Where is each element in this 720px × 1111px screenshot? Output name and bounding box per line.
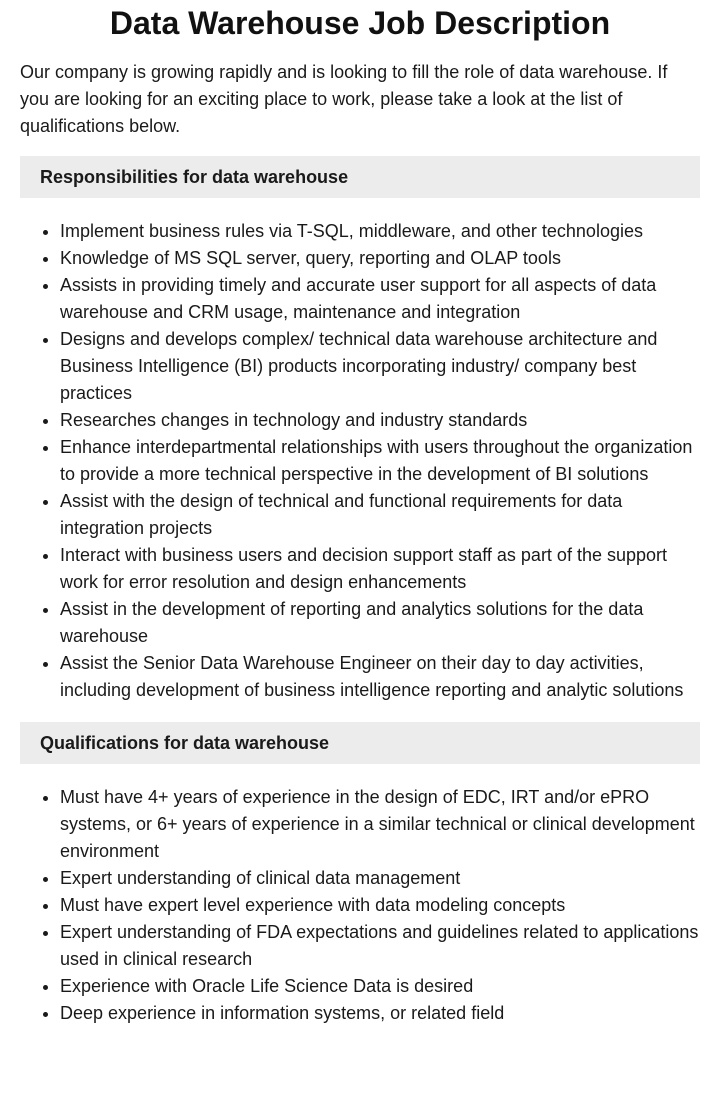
list-item: • Experience with Oracle Life Science Data is desired xyxy=(60,973,700,1000)
responsibilities-header xyxy=(20,156,700,198)
list-item: • Designs and develops complex/ technical data warehouse architecture and Business Intelligence (BI) products incorporating industry/ company best practices xyxy=(60,326,700,407)
list-item: • Expert understanding of clinical data management xyxy=(60,865,700,892)
list-item: • Implement business rules via T-SQL, middleware, and other technologies xyxy=(60,218,700,245)
list-item: • Expert understanding of FDA expectations and guidelines related to applications used in clinical research xyxy=(60,919,700,973)
responsibilities-heading: Responsibilities for data warehouse xyxy=(40,166,349,187)
list-item: • Assist in the development of reporting and analytics solutions for the data warehouse xyxy=(60,596,700,650)
qualifications-header xyxy=(20,722,700,764)
list-item: • Interact with business users and decision support staff as part of the support work for error resolution and design enhancements xyxy=(60,542,700,596)
list-item: • Deep experience in information systems, or related field xyxy=(60,1000,700,1027)
qualifications-list xyxy=(20,784,700,1027)
list-item: • Must have 4+ years of experience in the design of EDC, IRT and/or ePRO systems, or 6+ years of experience in a similar technical or clinical development environment xyxy=(60,784,700,865)
list-item: • Assists in providing timely and accurate user support for all aspects of data warehouse and CRM usage, maintenance and integration xyxy=(60,272,700,326)
list-item: • Must have expert level experience with data modeling concepts xyxy=(60,892,700,919)
responsibilities-list xyxy=(20,218,700,704)
list-item: • Assist the Senior Data Warehouse Engineer on their day to day activities, including development of business intelligence reporting and analytic solutions xyxy=(60,650,700,704)
intro-paragraph: Our company is growing rapidly and is looking to fill the role of data warehouse. If you are looking for an exciting place to work, please take a look at the list of qualifications below. xyxy=(20,62,668,136)
list-item: • Researches changes in technology and industry standards xyxy=(60,407,700,434)
list-item: • Assist with the design of technical and functional requirements for data integration projects xyxy=(60,488,700,542)
page-title: Data Warehouse Job Description xyxy=(109,5,611,41)
list-item: • Enhance interdepartmental relationships with users throughout the organization to provide a more technical perspective in the development of BI solutions xyxy=(60,434,700,488)
list-item: • Knowledge of MS SQL server, query, reporting and OLAP tools xyxy=(60,245,700,272)
qualifications-heading: Qualifications for data warehouse xyxy=(40,732,330,753)
